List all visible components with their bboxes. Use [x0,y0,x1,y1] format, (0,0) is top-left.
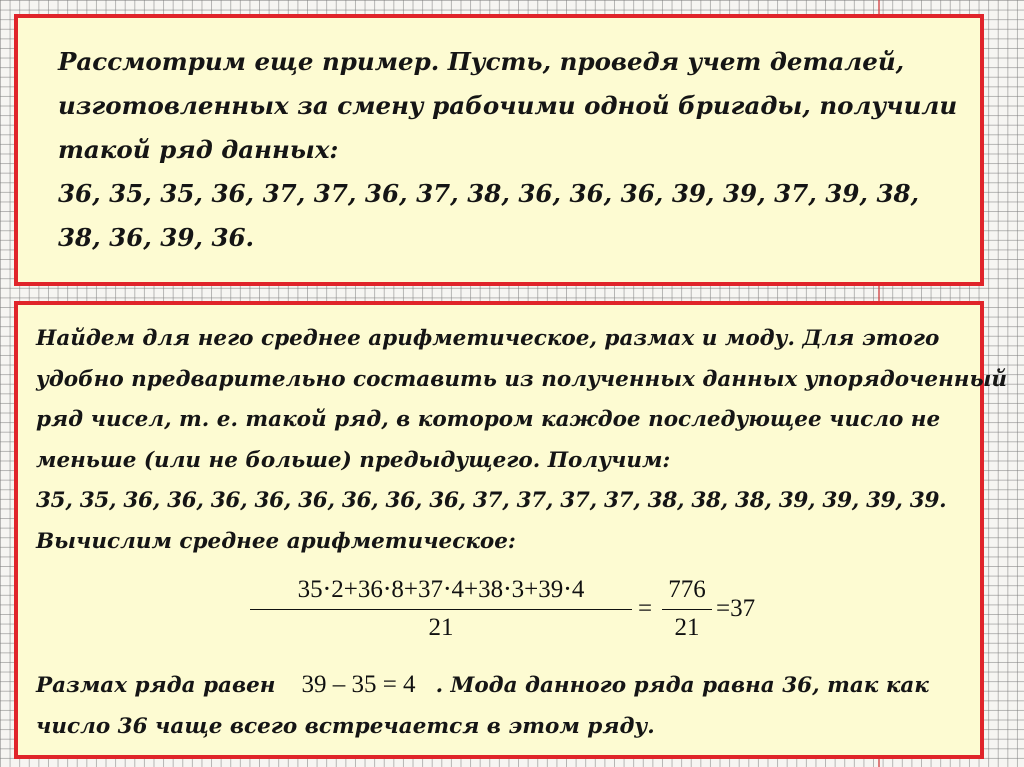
data-series-line: 36, 35, 35, 36, 37, 37, 36, 37, 38, 36, 36, 36, 39, 39, 37, 39, 38, [58,179,920,208]
example-box [14,14,984,286]
solution-line: меньше (или не больше) предыдущего. Получим: [36,447,671,473]
solution-box [14,301,1007,759]
range-prefix: Размах ряда равен [36,673,276,698]
fraction-numerator: 35⋅2+36⋅8+37⋅4+38⋅3+39⋅4 [297,576,585,603]
solution-line: Вычислим среднее арифметическое: [36,528,516,554]
fraction-denominator: 21 [674,614,700,641]
fraction-bar [250,609,632,610]
ordered-series-line: 35, 35, 36, 36, 36, 36, 36, 36, 36, 36, 37, 37, 37, 37, 38, 38, 38, 39, 39, 39, 39. [36,488,947,513]
mode-line: число 36 чаще всего встречается в этом ряду. [36,713,655,739]
mean-fraction [250,575,632,643]
mean-result: =37 [716,595,756,622]
intro-line: такой ряд данных: [58,135,339,164]
range-expression: 39 – 35 = 4 [301,671,416,698]
fraction-denominator: 21 [428,614,454,641]
solution-line: ряд чисел, т. е. такой ряд, в котором каждое последующее число не [36,407,941,432]
solution-line: удобно предварительно составить из полученных данных упорядоченный [36,366,1007,392]
fraction-numerator: 776 [668,576,706,603]
equals-sign: = [638,595,653,622]
fraction-bar [662,609,712,610]
solution-line: Найдем для него среднее арифметическое, размах и моду. Для этого [36,326,940,351]
intro-line: изготовленных за смену рабочими одной бригады, получили [58,91,958,120]
data-series-line: 38, 36, 39, 36. [58,223,255,252]
intro-line: Рассмотрим еще пример. Пусть, проведя учет деталей, [58,47,905,76]
range-suffix: . Мода данного ряда равна 36, так как [435,673,929,698]
range-line [36,665,960,707]
result-fraction [662,575,712,643]
